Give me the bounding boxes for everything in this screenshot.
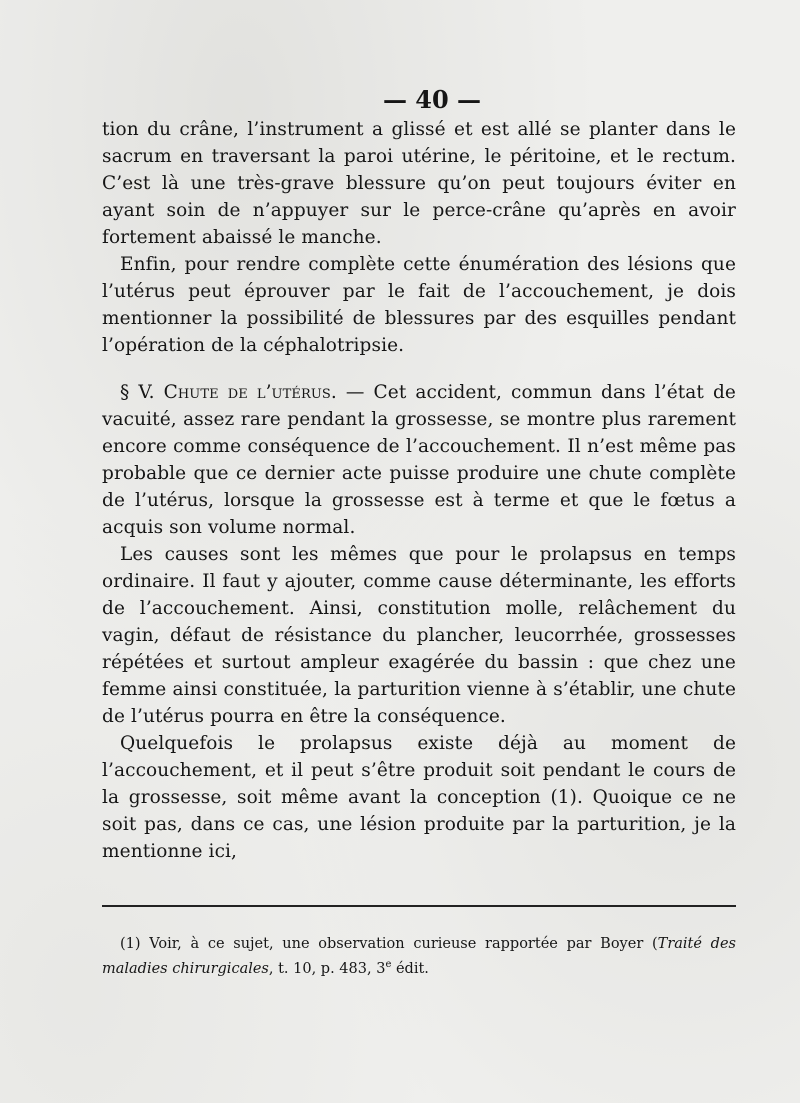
section-symbol: § V.	[120, 382, 155, 403]
section-paragraph	[102, 379, 736, 541]
body-text	[102, 116, 736, 865]
footnote-citation: , t. 10, p. 483, 3	[268, 961, 386, 977]
section-body: Cet accident, commun dans l’état de vacuité, assez rare pendant la grossesse, se montre plus rarement encore comme conséquence de l’accouchement. Il n’est même pas probable que ce dernier acte puisse produire une chute complète de l’utérus, lorsque la grossesse est à terme et que le fœtus a acquis son volume normal.	[102, 382, 736, 538]
footnote-work-title: Traité des maladies chirurgicales	[102, 936, 736, 977]
section-title: Chute de l’utérus.	[163, 382, 337, 403]
paragraph-causes: Les causes sont les mêmes que pour le prolapsus en temps ordinaire. Il faut y ajouter, comme cause déterminante, les efforts de l’accouchement. Ainsi, constitution molle, relâchement du vagin, défaut de résistance du plancher, leucorrhée, grossesses répétées et surtout ampleur exagérée du bassin : que chez une femme ainsi constituée, la parturition vienne à s’établir, une chute de l’utérus pourra en être la conséquence.	[102, 544, 736, 727]
footnote-text: Voir, à ce sujet, une observation curieuse rapportée par Boyer (	[149, 936, 658, 952]
page-content	[102, 84, 736, 865]
page-number: — 40 —	[382, 85, 482, 114]
footnote-marker: (1)	[120, 936, 141, 952]
section-dash: —	[345, 382, 365, 403]
footnote-divider	[102, 905, 736, 907]
footnote	[102, 932, 736, 982]
footnote-superscript: e	[385, 959, 392, 971]
footnote-edition: édit.	[391, 961, 429, 977]
paragraph-enfin: Enfin, pour rendre complète cette énumération des lésions que l’utérus peut éprouver par le fait de l’accouchement, je dois mentionner la possibilité de blessures par des esquilles pendant l’opération de la céphalotripsie.	[102, 254, 736, 356]
paragraph-quelquefois: Quelquefois le prolapsus existe déjà au moment de l’accouchement, et il peut s’être produit soit pendant le cours de la grossesse, soit même avant la conception (1). Quoique ce ne soit pas, dans ce cas, une lésion produite par la parturition, je la mentionne ici,	[102, 733, 736, 862]
paragraph-continued: tion du crâne, l’instrument a glissé et est allé se planter dans le sacrum en traversant la paroi utérine, le péritoine, et le rectum. C’est là une très-grave blessure qu’on peut toujours éviter en ayant soin de n’appuyer sur le perce-crâne qu’après en avoir fortement abaissé le manche.	[102, 119, 736, 248]
